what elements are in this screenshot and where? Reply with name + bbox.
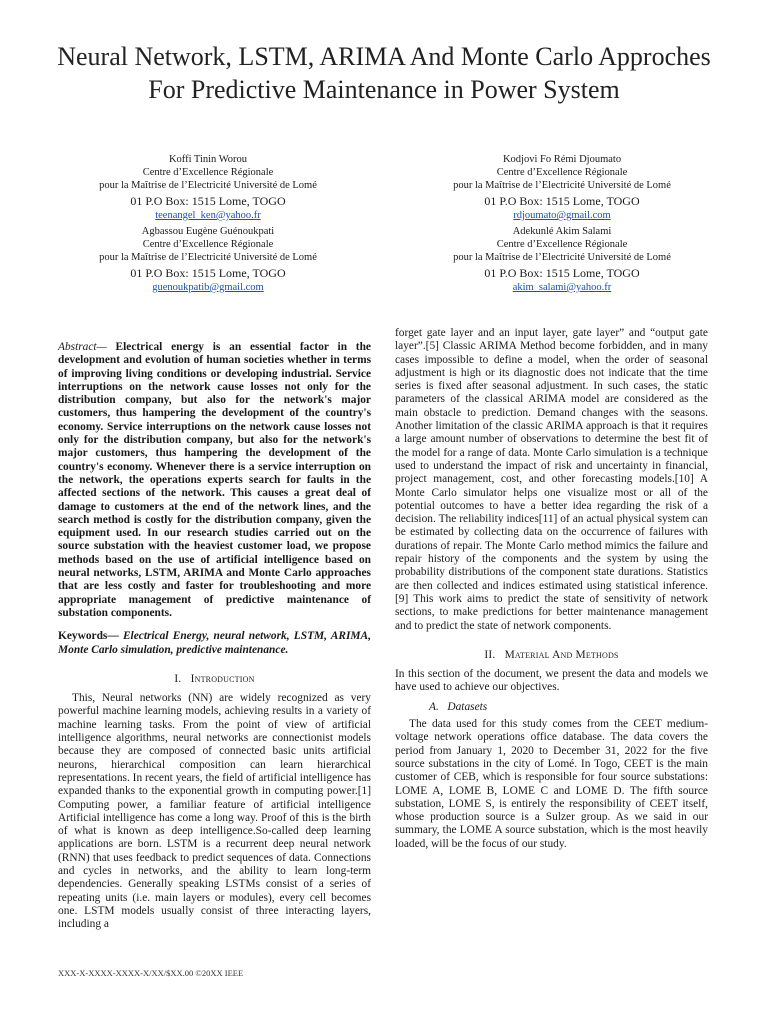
- author-pobox: 01 P.O Box: 1515 Lome, TOGO: [484, 194, 640, 208]
- section-numeral: II.: [484, 648, 496, 661]
- subsection-title: Datasets: [447, 700, 488, 713]
- author-pobox: 01 P.O Box: 1515 Lome, TOGO: [130, 194, 286, 208]
- section-heading-methods: [395, 649, 708, 662]
- author-name: Adekunlé Akim Salami: [512, 226, 612, 237]
- subsection-label: A.: [429, 700, 439, 713]
- section-title: Introduction: [190, 672, 255, 685]
- author-dept: pour la Maîtrise de l’Electricité Université de Lomé: [453, 180, 671, 191]
- author-dept: pour la Maîtrise de l’Electricité Université de Lomé: [453, 252, 671, 263]
- author-name: Agbassou Eugène Guénoukpati: [141, 226, 275, 237]
- author-org: Centre d’Excellence Régionale: [496, 167, 628, 178]
- keywords: [58, 630, 371, 657]
- author-org: Centre d’Excellence Régionale: [142, 239, 274, 250]
- author-dept: pour la Maîtrise de l’Electricité Université de Lomé: [99, 252, 317, 263]
- abstract-text: Electrical energy is an essential factor in the development and evolution of human societies whether in terms of improving living conditions or developing industrial. Service interruptions on the network cause losses not only for the distribution company, but also for the network's major customers, thus hampering the development of the country's economy. Service interruptions on the network cause losses not only for the distribution company, but also for the network's major customers, thus hampering the development of the country's economy. Whenever there is a service interruption on the network, the operations experts search for faults in the affected sections of the network. This causes a great deal of damage to customers at the end of the network lines, and the search method is costly for the distribution company, given the equipment used. In our research studies carried out on the source substation with the heaviest customer load, we propose methods based on the use of artificial intelligence based on neural networks, LSTM, ARIMA and Monte Carlo approaches that are less costly and faster for troubleshooting and more appropriate management of predictive maintenance of substation components.: [58, 341, 371, 619]
- author-block-3: [43, 225, 373, 294]
- section-numeral: I.: [174, 672, 182, 685]
- datasets-paragraph: The data used for this study comes from the CEET medium-voltage network operations office database. The data covers the period from January 1, 2020 to December 31, 2022 for the five source substations in the city of Lomé. In Togo, CEET is the main customer of CEB, which is responsible for four source substations: LOME A, LOME B, LOME C and LOME D. The fifth source substation, LOME S, is entirely the responsibility of CEET itself, whose production source is a Sulzer group. As we said in our summary, the LOME A source substation, which is the most heavily loaded, will be the focus of our study.: [395, 718, 708, 850]
- author-pobox: 01 P.O Box: 1515 Lome, TOGO: [484, 266, 640, 280]
- author-block-1: [43, 153, 373, 222]
- author-name: Kodjovi Fo Rémi Djoumato: [502, 154, 622, 165]
- author-pobox: 01 P.O Box: 1515 Lome, TOGO: [130, 266, 286, 280]
- author-block-2: [397, 153, 727, 222]
- author-email-link[interactable]: rdjoumato@gmail.com: [513, 210, 611, 221]
- subsection-heading-datasets: [429, 701, 708, 714]
- introduction-paragraph: This, Neural networks (NN) are widely recognized as very powerful machine learning models, achieving results in a variety of machine learning tasks. From the point of view of artificial intelligence algorithms, neural networks are connectionist models because they are composed of connected basic units artificial neurons, hierarchical composition can learn hierarchical representations. In recent years, the field of artificial intelligence has expanded thanks to the exponential growth in computing power.[1] Computing power, a familiar feature of artificial intelligence Artificial intelligence has come a long way. Proof of this is the birth of what is known as deep intelligence.So-called deep learning applications are born. LSTM is a recurrent deep neural network (RNN) that uses feedback to predict sequences of data. Connections and cycles in networks, and the ability to learn long-term dependencies. Generally speaking LSTMs consist of a series of repeating units (i.e. main layers or modules), every cell becomes one. LSTM models usually consist of three interacting layers, including a: [58, 692, 371, 931]
- section-heading-introduction: [58, 673, 371, 686]
- keywords-text: Electrical Energy, neural network, LSTM, ARIMA, Monte Carlo simulation, predictive maintenance.: [58, 630, 371, 656]
- right-column: [395, 327, 708, 851]
- abstract-label: Abstract—: [58, 341, 107, 353]
- introduction-continuation: forget gate layer and an input layer, gate layer” and “output gate layer”.[5] Classic ARIMA Method become forbidden, and in many cases impossible to define a model, when the order of seasonal adjustment is high or its diagnostic does not indicate that the time series is fixed after seasonal adjustment. In such cases, the static parameters of the classical ARIMA model are considered as the main obstacle to prediction. Demand changes with the seasons. Another limitation of the classic ARIMA approach is that it requires a large amount number of observations to determine the best fit of the model for a range of data. Monte Carlo simulation is a technique used to understand the impact of risk and uncertainty in financial, project management, cost, and other forecasting models.[10] A Monte Carlo simulator helps one visualize most or all of the potential outcomes to have a better idea regarding the risk of a decision. The reliability indices[11] of an actual physical system can be estimated by collecting data on the occurrence of failures with durations of repair. The Monte Carlo method mimics the failure and repair history of the components and the system by using the probability distributions of the component state durations. Statistics are then collected and indices estimated using statistical inference.[9] This work aims to predict the state of sensitivity of network sections, to make predictions for better maintenance management and to predict the state of network components.: [395, 327, 708, 632]
- left-column: [58, 341, 371, 931]
- abstract: [58, 341, 371, 620]
- author-email-link[interactable]: akim_salami@yahoo.fr: [512, 282, 612, 293]
- author-name: Koffi Tinin Worou: [168, 154, 248, 165]
- author-dept: pour la Maîtrise de l’Electricité Université de Lomé: [99, 180, 317, 191]
- methods-intro-paragraph: In this section of the document, we present the data and models we have used to achieve our objectives.: [395, 668, 708, 694]
- author-email-link[interactable]: teenangel_ken@yahoo.fr: [155, 210, 261, 221]
- keywords-label: Keywords—: [58, 630, 119, 643]
- author-org: Centre d’Excellence Régionale: [142, 167, 274, 178]
- author-block-4: [397, 225, 727, 294]
- section-title: Material And Methods: [504, 648, 619, 661]
- author-email-link[interactable]: guenoukpatib@gmail.com: [152, 282, 264, 293]
- copyright-footer: XXX-X-XXXX-XXXX-X/XX/$XX.00 ©20XX IEEE: [58, 968, 244, 978]
- paper-title: Neural Network, LSTM, ARIMA And Monte Carlo Approches For Predictive Maintenance in Power System: [57, 42, 711, 104]
- author-org: Centre d’Excellence Régionale: [496, 239, 628, 250]
